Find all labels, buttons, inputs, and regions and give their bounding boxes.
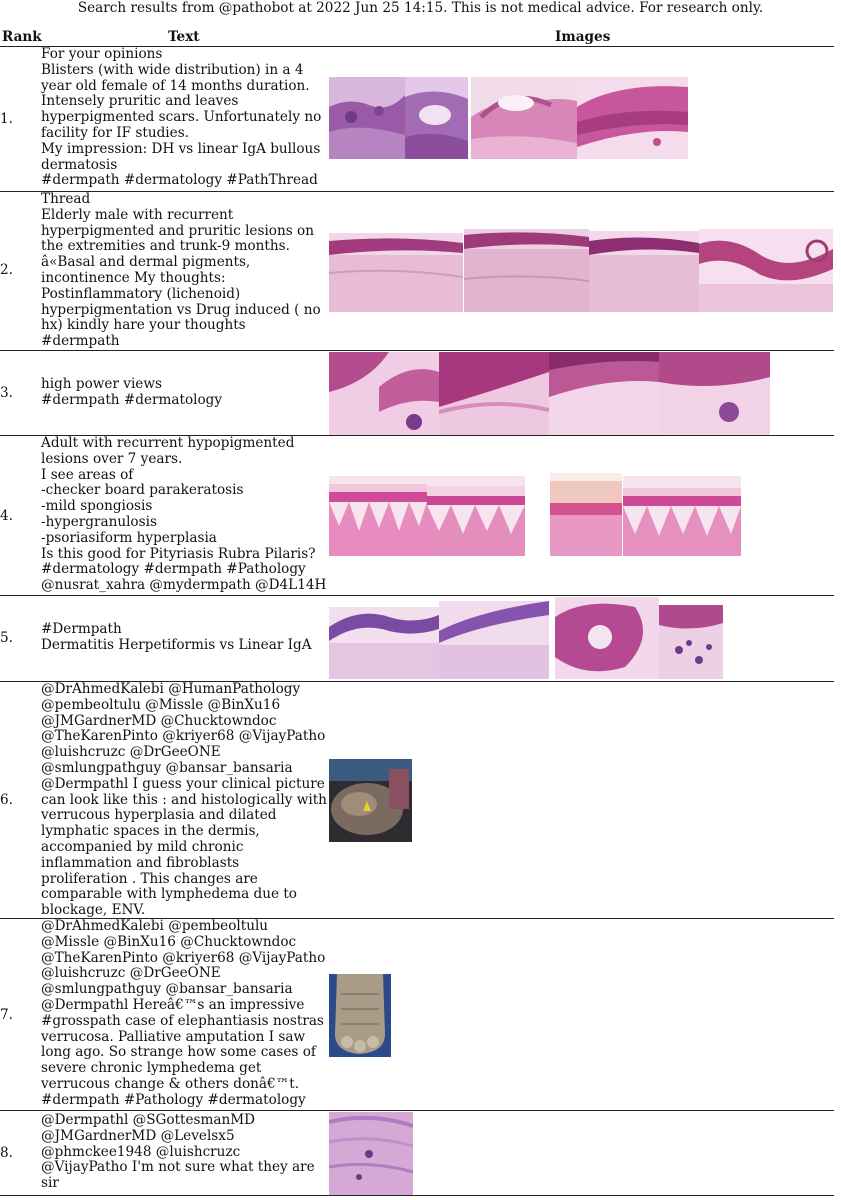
result-row <box>0 1111 834 1195</box>
histology-image[interactable] <box>555 597 659 679</box>
histology-image[interactable] <box>589 231 699 312</box>
gross-photo[interactable] <box>329 974 391 1057</box>
histology-image[interactable] <box>329 476 427 556</box>
histology-image[interactable] <box>659 605 723 679</box>
result-row <box>0 682 834 918</box>
rank-number: 4. <box>0 508 13 524</box>
histology-image[interactable] <box>427 476 525 556</box>
result-text: Adult with recurrent hypopigmented lesions over 7 years. I see areas of -checker board parakeratosis -mild spongiosis -hypergranulosis -psoriasiform hyperplasia Is this good for Pityriasis Rubra Pilaris? #dermatology #dermpath #Pathology @nusrat_xahra @mydermpath @D4L14H <box>41 435 327 594</box>
result-text: @DrAhmedKalebi @HumanPathology @pembeoltulu @Missle @BinXu16 @JMGardnerMD @Chucktowndoc @TheKarenPinto @kriyer68 @VijayPatho @luishcruzc @DrGeeONE @smlungpathguy @bansar_bansaria @Dermpathl I guess your clinical picture can look like this : and histologically with verrucous hyperplasia and dilated lymphatic spaces in the dermis, accompanied by mild chronic inflammation and fibroblasts proliferation . This changes are comparable with lymphedema due to blockage, ENV. <box>41 681 327 919</box>
rank-number: 6. <box>0 792 13 808</box>
images-column-header: Images <box>555 29 611 45</box>
result-row <box>0 596 834 680</box>
result-text: high power views #dermpath #dermatology <box>41 376 223 408</box>
result-text: @DrAhmedKalebi @pembeoltulu @Missle @BinXu16 @Chucktowndoc @TheKarenPinto @kriyer68 @VijayPatho @luishcruzc @DrGeeONE @smlungpathguy @bansar_bansaria @Dermpathl Hereâ€™s an impressive #grosspath case of elephantiasis nostras verrucosa. Palliative amputation I saw long ago. So strange how some cases of severe chronic lymphedema get verrucous change & others donâ€™t. #dermpath #Pathology #dermatology <box>41 918 326 1108</box>
histology-image[interactable] <box>329 352 439 435</box>
histology-image[interactable] <box>623 476 741 556</box>
result-row <box>0 436 834 594</box>
rank-number: 5. <box>0 630 13 646</box>
result-text: Thread Elderly male with recurrent hyperpigmented and pruritic lesions on the extremities and trunk-9 months. â«Basal and dermal pigments, incontinence My thoughts: Postinflammatory (lichenoid) hyperpigmentation vs Drug induced ( no hx) kindly hare your thoughts #dermpath <box>41 191 321 350</box>
histology-image[interactable] <box>577 77 688 159</box>
histology-image[interactable] <box>464 229 589 312</box>
histology-image[interactable] <box>329 607 439 679</box>
row-divider <box>0 1195 834 1196</box>
result-row <box>0 47 834 190</box>
histology-image[interactable] <box>439 601 549 679</box>
result-text: @Dermpathl @SGottesmanMD @JMGardnerMD @Levelsx5 @phmckee1948 @luishcruzc @VijayPatho I'm not sure what they are sir <box>41 1112 315 1192</box>
rank-number: 1. <box>0 111 13 127</box>
histology-image[interactable] <box>439 352 549 435</box>
result-row <box>0 919 834 1109</box>
result-row <box>0 192 834 350</box>
result-row <box>0 351 834 435</box>
histology-image[interactable] <box>471 77 577 159</box>
histology-image[interactable] <box>550 473 622 556</box>
histology-image[interactable] <box>549 352 659 435</box>
result-text: #Dermpath Dermatitis Herpetiformis vs Linear IgA <box>41 621 312 653</box>
clinical-photo[interactable] <box>329 759 412 842</box>
rank-number: 8. <box>0 1145 13 1161</box>
rank-number: 3. <box>0 385 13 401</box>
result-text: For your opinions Blisters (with wide distribution) in a 4 year old female of 14 months duration. Intensely pruritic and leaves hyperpigmented scars. Unfortunately no facility for IF studies. My impression: DH vs linear IgA bullous dermatosis #dermpath #dermatology #PathThread <box>41 46 322 189</box>
rank-column-header: Rank <box>2 29 42 45</box>
rank-number: 2. <box>0 262 13 278</box>
text-column-header: Text <box>168 29 200 45</box>
page-caption: Search results from @pathobot at 2022 Jun 25 14:15. This is not medical advice. For research only. <box>77 0 764 16</box>
histology-image[interactable] <box>329 233 463 312</box>
histology-image[interactable] <box>329 1112 413 1195</box>
histology-image[interactable] <box>659 352 770 435</box>
histology-image[interactable] <box>699 229 833 312</box>
histology-image[interactable] <box>329 77 405 159</box>
histology-image[interactable] <box>405 77 468 159</box>
rank-number: 7. <box>0 1007 13 1023</box>
